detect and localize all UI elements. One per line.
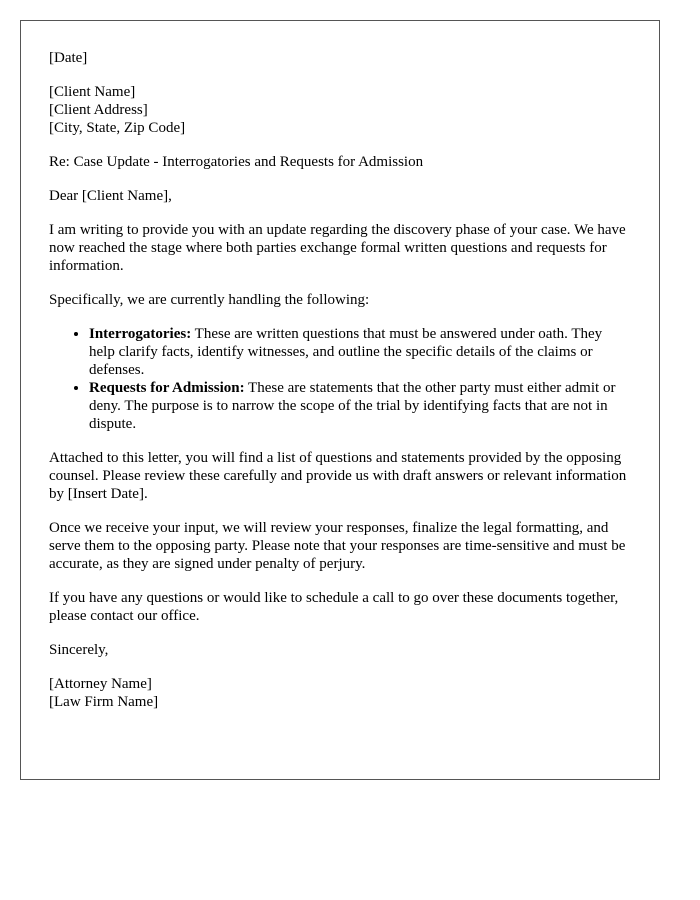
law-firm-name: [Law Firm Name] [49, 694, 159, 710]
recipient-city-state-zip: [City, State, Zip Code] [49, 120, 186, 136]
attorney-name: [Attorney Name] [49, 676, 152, 692]
body-paragraph-4: Once we receive your input, we will review your responses, finalize the legal formatting, and serve them to the opposing party. Please note that your responses are time-sensitive and must be accurate, as they are signed under penalty of perjury. [49, 520, 626, 572]
list-item-text: These are written questions that must be answered under oath. They help clarify facts, identify witnesses, and outline the specific details of the claims or defenses. [89, 326, 603, 378]
discovery-items-list [49, 325, 631, 433]
recipient-address: [Client Address] [49, 102, 148, 118]
list-item-interrogatories [89, 325, 631, 379]
list-item-text: These are statements that the other party must either admit or deny. The purpose is to narrow the scope of the trial by identifying facts that are not in dispute. [89, 380, 616, 432]
subject-line: Re: Case Update - Interrogatories and Requests for Admission [49, 154, 424, 170]
signature-block [49, 675, 631, 711]
list-item-requests-for-admission [89, 379, 631, 433]
recipient-address-block [49, 83, 631, 137]
body-paragraph-3: Attached to this letter, you will find a list of questions and statements provided by the opposing counsel. Please review these carefully and provide us with draft answers or relevant information by [Insert Date]. [49, 450, 627, 502]
recipient-name: [Client Name] [49, 84, 136, 100]
letter-document [20, 20, 660, 780]
body-paragraph-2: Specifically, we are currently handling the following: [49, 292, 370, 308]
list-item-term: Interrogatories: [89, 326, 192, 342]
closing: Sincerely, [49, 642, 109, 658]
list-item-term: Requests for Admission: [89, 380, 245, 396]
salutation: Dear [Client Name], [49, 188, 172, 204]
body-paragraph-5: If you have any questions or would like to schedule a call to go over these documents together, please contact our office. [49, 590, 619, 624]
body-paragraph-1: I am writing to provide you with an update regarding the discovery phase of your case. We have now reached the stage where both parties exchange formal written questions and requests for information. [49, 222, 626, 274]
letter-date: [Date] [49, 50, 88, 66]
